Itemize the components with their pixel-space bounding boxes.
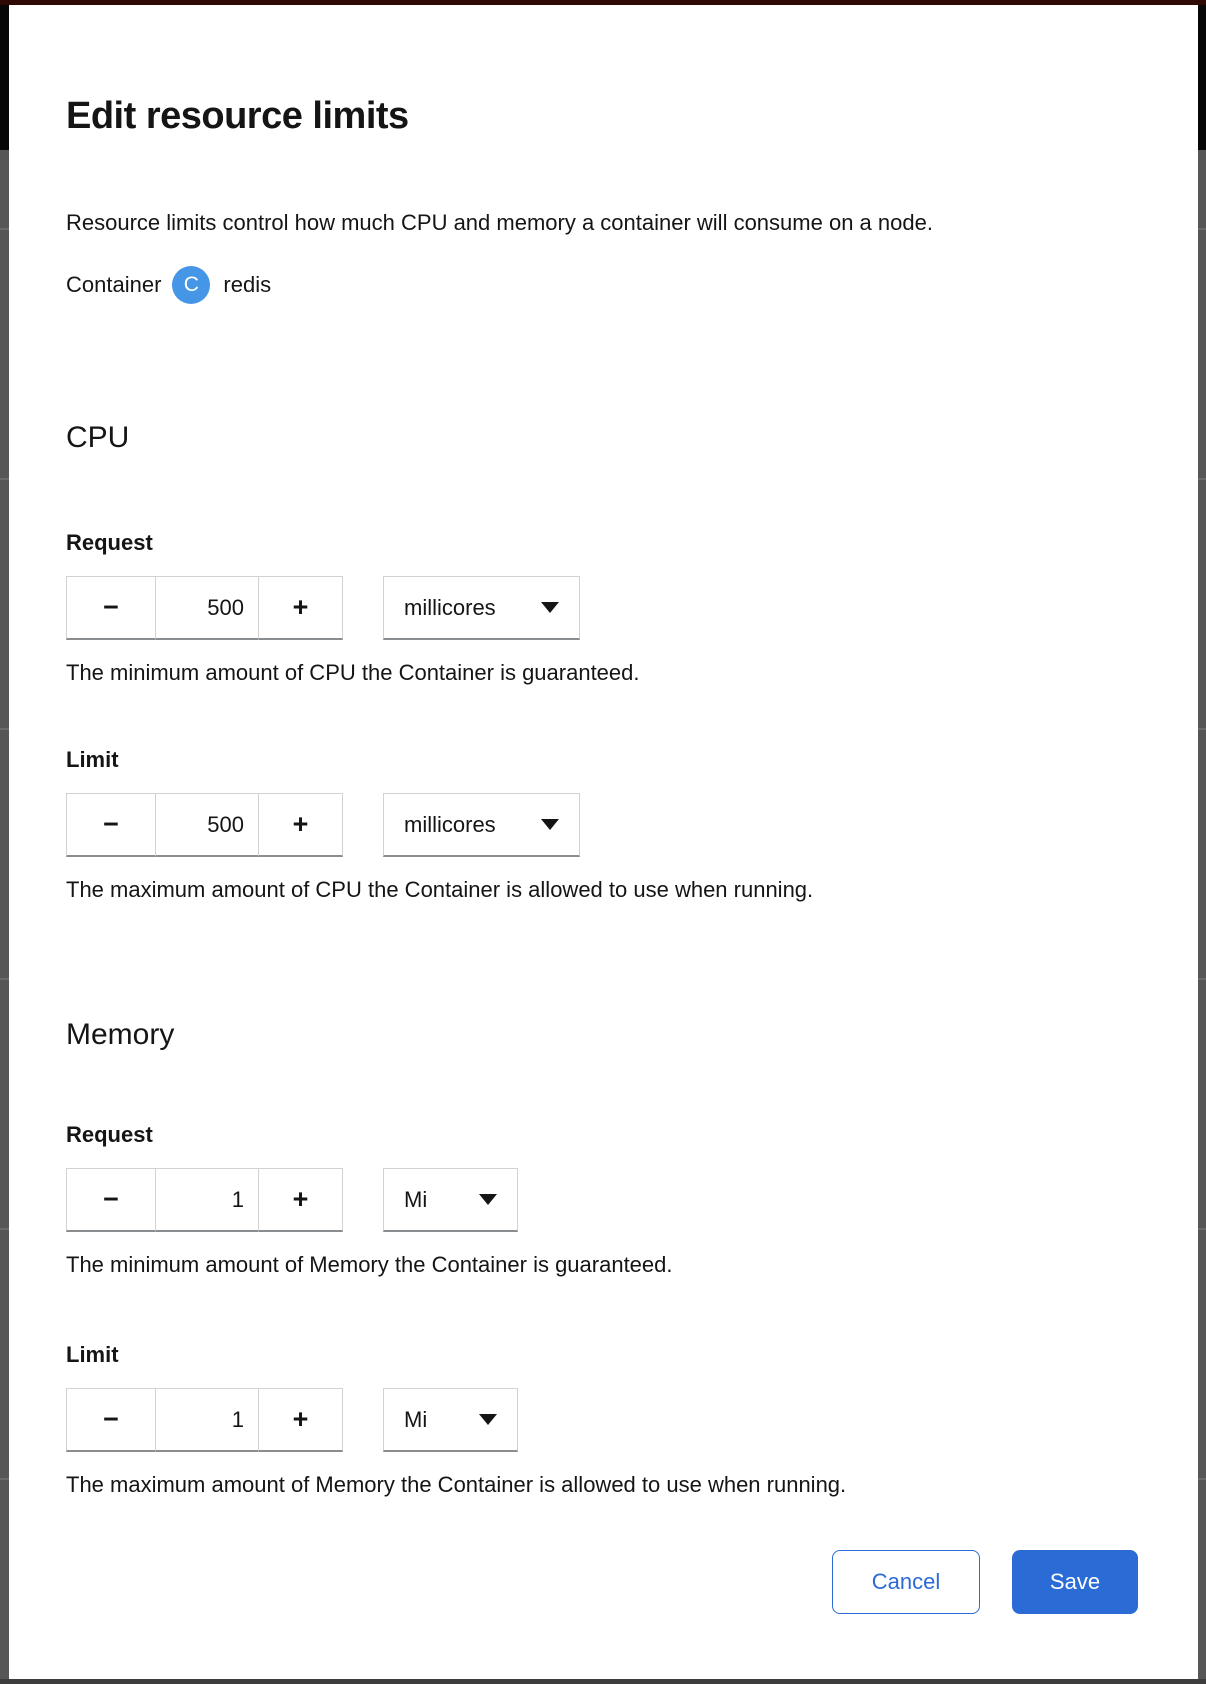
backdrop-left-strip [0,5,9,1679]
backdrop-left-divider-lines [0,150,9,1600]
decrement-button[interactable] [66,576,156,640]
caret-down-icon [479,1414,497,1425]
minus-icon: − [103,1404,119,1434]
field-label: Limit [66,747,119,772]
container-name: redis [223,272,272,297]
cpu-request-unit-dropdown[interactable] [383,576,580,640]
field-label: Request [66,1122,153,1147]
save-button[interactable]: Save [1012,1550,1138,1614]
minus-icon: − [103,1184,119,1214]
backdrop-left-dark-top [0,5,9,150]
cpu-request-value-input[interactable] [155,576,259,640]
cancel-button[interactable]: Cancel [832,1550,980,1614]
cpu-limit-controls [66,793,580,857]
decrement-button[interactable] [66,1168,156,1232]
section-heading-cpu: CPU [66,420,130,454]
memory-request-unit-dropdown[interactable] [383,1168,518,1232]
unit-dropdown-value: millicores [404,594,496,620]
memory-request-field-group [66,1122,1126,1322]
backdrop-right-divider-lines [1198,150,1206,1600]
plus-icon: + [292,1404,309,1434]
memory-request-controls [66,1168,518,1232]
field-help-text: The maximum amount of Memory the Container is allowed to use when running. [66,1472,847,1497]
plus-icon: + [292,809,309,839]
decrement-button[interactable] [66,793,156,857]
field-label: Limit [66,1342,119,1367]
plus-icon: + [292,1184,309,1214]
cpu-limit-value-input[interactable] [155,793,259,857]
memory-limit-value-input[interactable] [155,1388,259,1452]
increment-button[interactable] [258,1168,343,1232]
backdrop-top-strip [0,0,1206,5]
minus-icon: − [103,592,119,622]
cpu-limit-field-group [66,747,1126,947]
caret-down-icon [541,819,559,830]
increment-button[interactable] [258,1388,343,1452]
unit-dropdown-value: Mi [404,1406,428,1432]
cpu-limit-unit-dropdown[interactable] [383,793,580,857]
memory-limit-controls [66,1388,518,1452]
memory-limit-field-group [66,1342,1126,1542]
increment-button[interactable] [258,576,343,640]
cpu-request-field-group [66,530,1126,730]
decrement-button[interactable] [66,1388,156,1452]
backdrop-right-dark-top [1198,5,1206,150]
memory-limit-unit-dropdown[interactable] [383,1388,518,1452]
memory-request-value-input[interactable] [155,1168,259,1232]
container-row [66,264,271,306]
backdrop-right-strip [1198,5,1206,1679]
cpu-request-controls [66,576,580,640]
modal-description: Resource limits control how much CPU and memory a container will consume on a node. [66,210,933,235]
field-help-text: The maximum amount of CPU the Container is allowed to use when running. [66,877,814,902]
increment-button[interactable] [258,793,343,857]
caret-down-icon [541,602,559,613]
field-label: Request [66,530,153,555]
minus-icon: − [103,809,119,839]
section-heading-memory: Memory [66,1017,175,1051]
caret-down-icon [479,1194,497,1205]
unit-dropdown-value: millicores [404,811,496,837]
unit-dropdown-value: Mi [404,1186,428,1212]
plus-icon: + [292,592,309,622]
field-help-text: The minimum amount of Memory the Container is guaranteed. [66,1252,673,1277]
field-help-text: The minimum amount of CPU the Container is guaranteed. [66,660,640,685]
container-badge-icon: C [172,266,210,304]
backdrop-bottom-strip [0,1679,1206,1684]
modal-title: Edit resource limits [66,95,409,138]
container-label: Container [66,272,162,297]
